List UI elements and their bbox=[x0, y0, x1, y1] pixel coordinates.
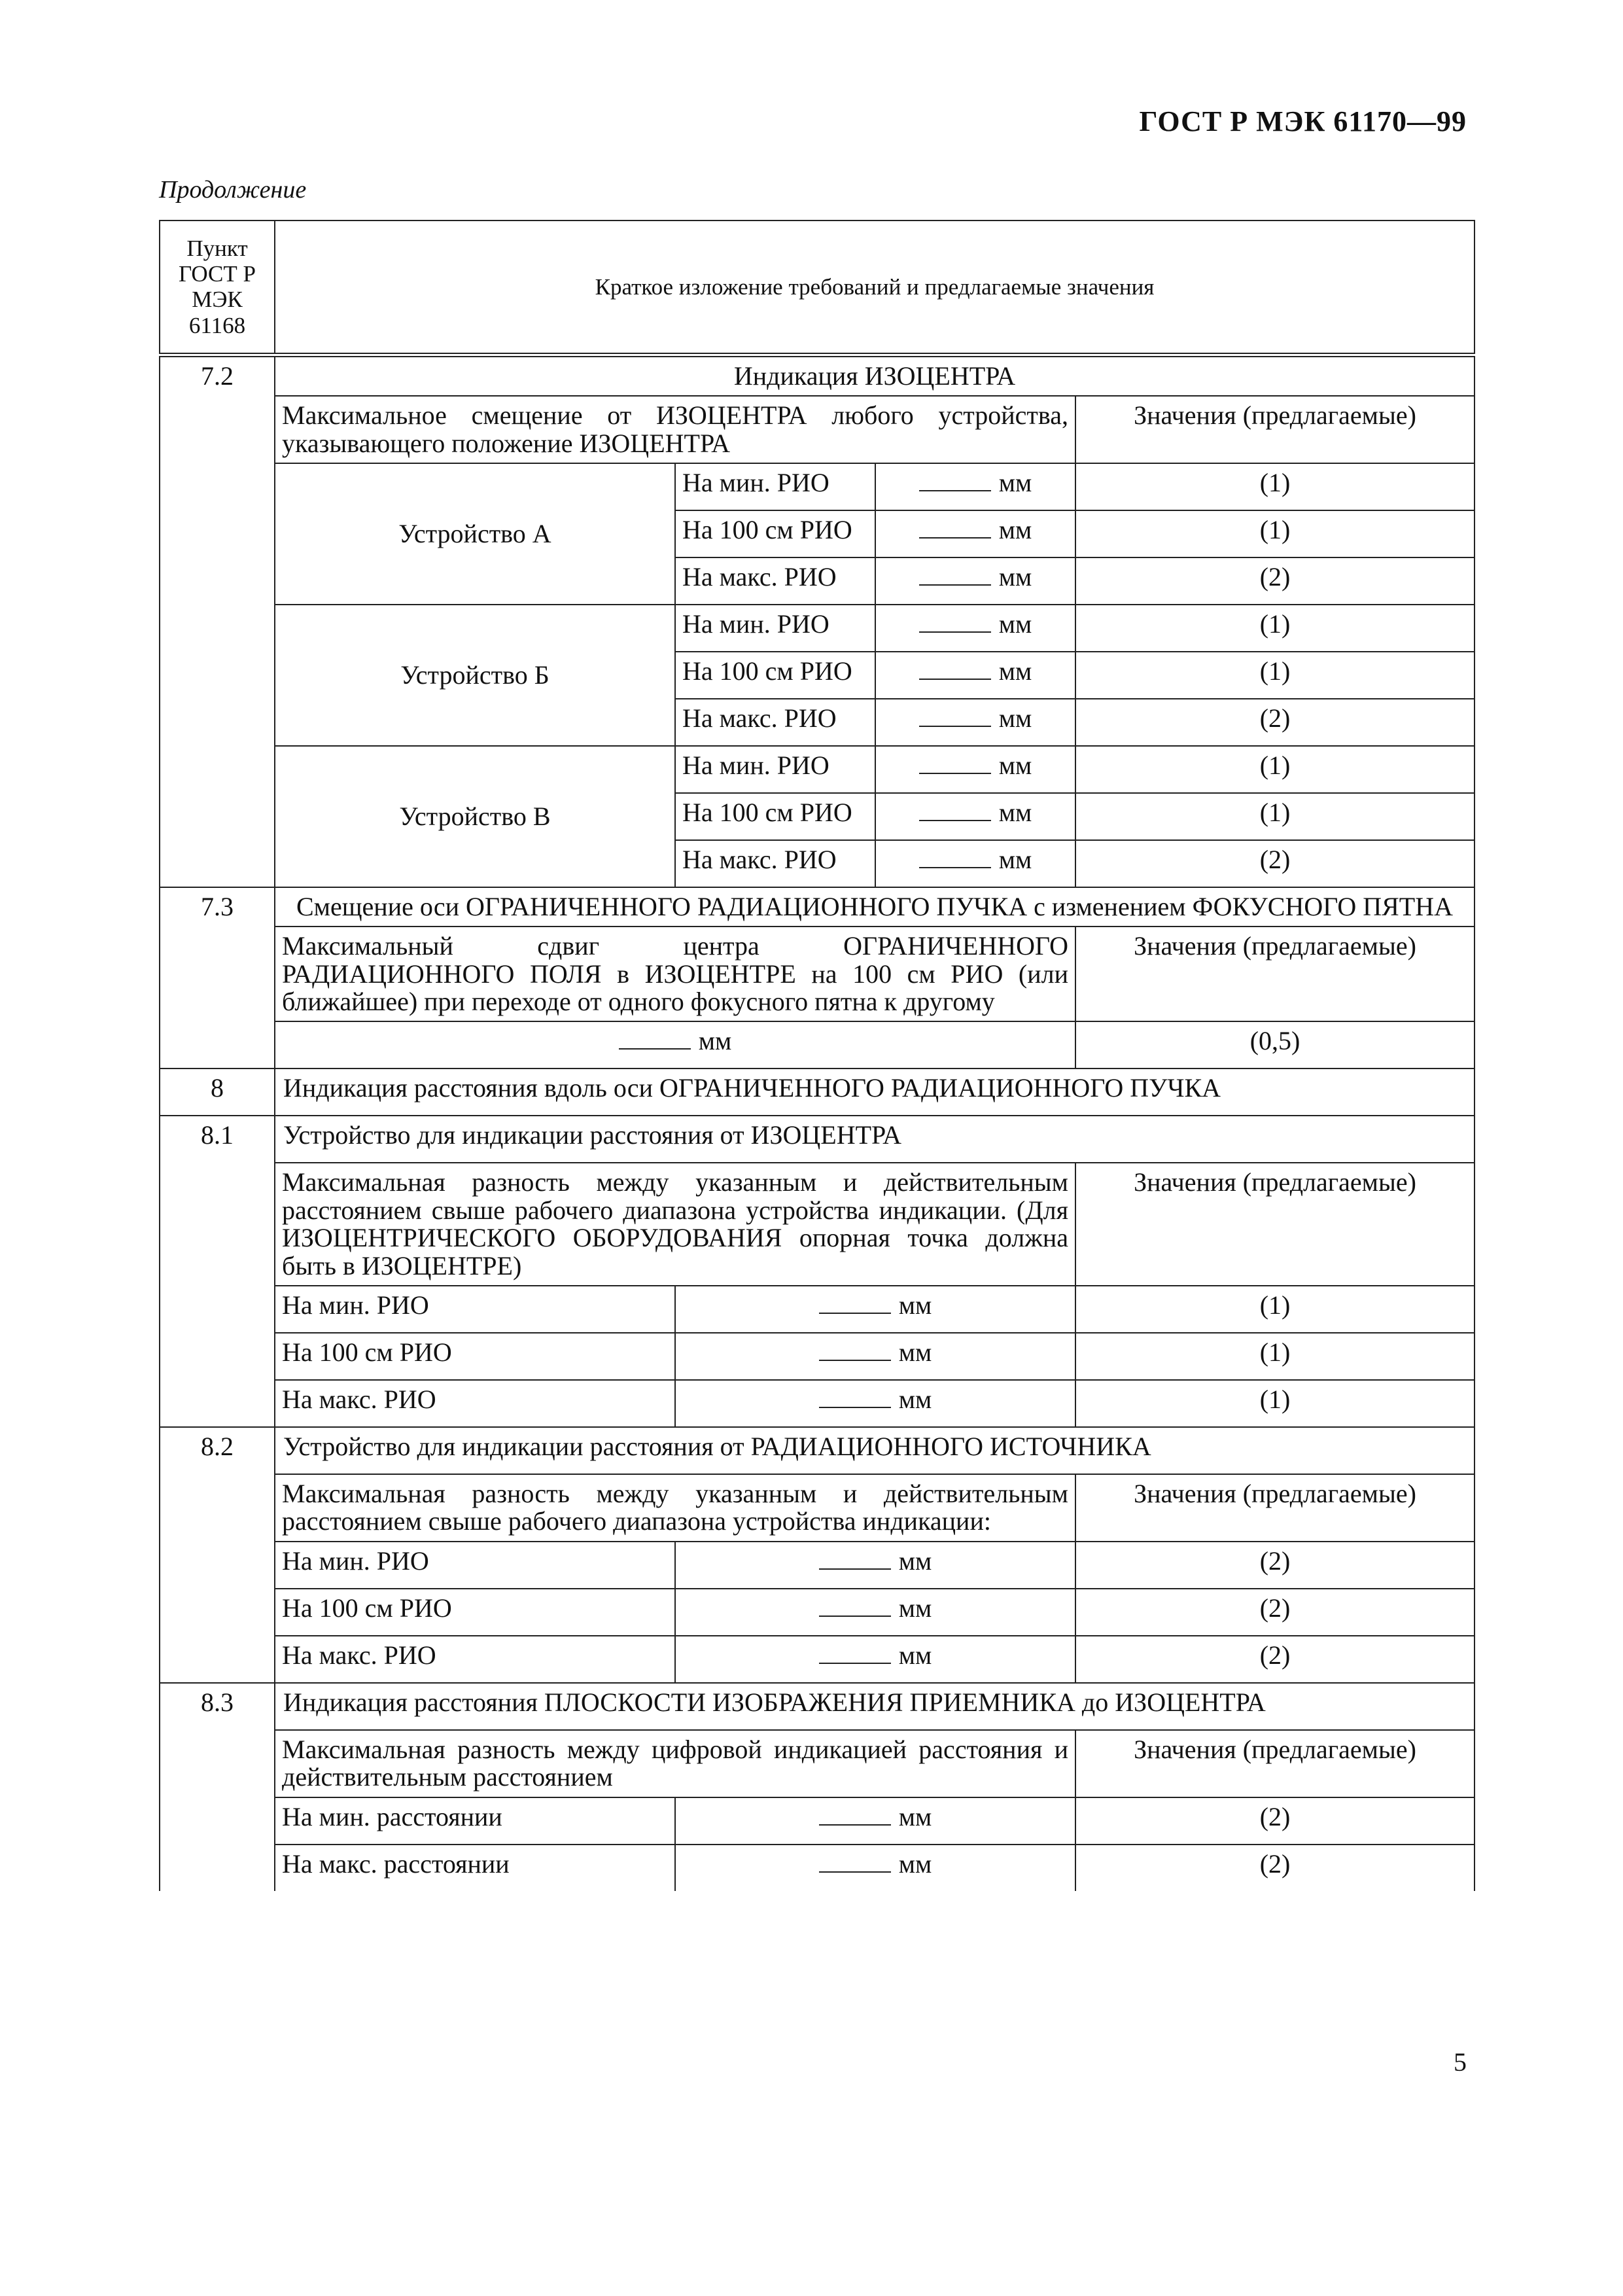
proposed-value: (2) bbox=[1075, 1797, 1475, 1845]
distance-label: На макс. расстоянии bbox=[275, 1845, 675, 1891]
values-header: Значения (предлагаемые) bbox=[1075, 1163, 1475, 1286]
measurement-cell bbox=[875, 699, 1075, 746]
proposed-value: (1) bbox=[1075, 793, 1475, 840]
table-row bbox=[160, 1380, 1475, 1427]
requirement-row bbox=[160, 927, 1475, 1021]
unit-label: мм bbox=[698, 1026, 732, 1056]
measurement-cell bbox=[675, 1333, 1075, 1380]
clause-number: 8 bbox=[160, 1069, 275, 1116]
table-row bbox=[160, 1845, 1475, 1891]
distance-label: На 100 см РИО bbox=[275, 1589, 675, 1636]
unit-label: мм bbox=[998, 514, 1032, 544]
distance-label: На 100 см РИО bbox=[275, 1333, 675, 1380]
table-header-row bbox=[160, 221, 1475, 355]
section-8-title-row bbox=[160, 1069, 1475, 1116]
header-clause: Пункт ГОСТ Р МЭК 61168 bbox=[160, 221, 275, 355]
blank-field[interactable] bbox=[819, 1809, 891, 1826]
blank-field[interactable] bbox=[819, 1391, 891, 1408]
section-8-1-title-row bbox=[160, 1116, 1475, 1163]
device-name: Устройство В bbox=[275, 746, 675, 887]
blank-field[interactable] bbox=[819, 1600, 891, 1617]
requirement-row bbox=[160, 1730, 1475, 1797]
table-row bbox=[160, 1286, 1475, 1333]
unit-label: мм bbox=[898, 1290, 932, 1320]
proposed-value: (1) bbox=[1075, 746, 1475, 793]
distance-label: На макс. РИО bbox=[675, 699, 875, 746]
table-row bbox=[160, 1333, 1475, 1380]
proposed-value: (2) bbox=[1075, 699, 1475, 746]
blank-field[interactable] bbox=[819, 1553, 891, 1570]
measurement-cell bbox=[275, 1021, 1075, 1069]
unit-label: мм bbox=[898, 1593, 932, 1623]
unit-label: мм bbox=[898, 1385, 932, 1415]
section-title: Смещение оси ОГРАНИЧЕННОГО РАДИАЦИОННОГО ПУЧКА с изменением ФОКУСНОГО ПЯТНА bbox=[275, 887, 1475, 927]
table-row bbox=[160, 746, 1475, 793]
proposed-value: (1) bbox=[1075, 605, 1475, 652]
distance-label: На 100 см РИО bbox=[675, 652, 875, 699]
section-title: Индикация расстояния вдоль оси ОГРАНИЧЕННОГО РАДИАЦИОННОГО ПУЧКА bbox=[275, 1069, 1475, 1116]
measurement-cell bbox=[875, 605, 1075, 652]
measurement-cell bbox=[875, 557, 1075, 605]
requirements-table bbox=[159, 220, 1475, 1891]
page-number: 5 bbox=[1454, 2047, 1467, 2077]
section-title: Индикация расстояния ПЛОСКОСТИ ИЗОБРАЖЕНИЯ ПРИЕМНИКА до ИЗОЦЕНТРА bbox=[275, 1683, 1475, 1730]
blank-field[interactable] bbox=[919, 616, 991, 633]
distance-label: На мин. расстоянии bbox=[275, 1797, 675, 1845]
clause-number: 8.2 bbox=[160, 1427, 275, 1683]
clause-number: 8.3 bbox=[160, 1683, 275, 1891]
device-name: Устройство А bbox=[275, 463, 675, 605]
unit-label: мм bbox=[898, 1848, 932, 1879]
values-header: Значения (предлагаемые) bbox=[1075, 396, 1475, 463]
unit-label: мм bbox=[998, 703, 1032, 733]
distance-label: На мин. РИО bbox=[675, 463, 875, 510]
section-title: Устройство для индикации расстояния от ИЗОЦЕНТРА bbox=[275, 1116, 1475, 1163]
clause-number: 7.3 bbox=[160, 887, 275, 1069]
table-row bbox=[160, 1636, 1475, 1683]
requirement-text: Максимальный сдвиг центра ОГРАНИЧЕННОГО РАДИАЦИОННОГО ПОЛЯ в ИЗОЦЕНТРЕ на 100 см РИО (или ближайшее) при переходе от одного фокусного пятна к другому bbox=[275, 927, 1075, 1021]
requirement-row bbox=[160, 1474, 1475, 1542]
measurement-cell bbox=[675, 1589, 1075, 1636]
proposed-value: (0,5) bbox=[1075, 1021, 1475, 1069]
unit-label: мм bbox=[898, 1337, 932, 1368]
distance-label: На 100 см РИО bbox=[675, 510, 875, 557]
section-title: Устройство для индикации расстояния от РАДИАЦИОННОГО ИСТОЧНИКА bbox=[275, 1427, 1475, 1474]
proposed-value: (1) bbox=[1075, 652, 1475, 699]
table-row bbox=[160, 605, 1475, 652]
requirement-text: Максимальная разность между цифровой индикацией расстояния и действительным расстоянием bbox=[275, 1730, 1075, 1797]
section-7-3-title-row bbox=[160, 887, 1475, 927]
measurement-cell bbox=[875, 510, 1075, 557]
blank-field[interactable] bbox=[919, 569, 991, 586]
continuation-label: Продолжение bbox=[159, 176, 307, 203]
values-header: Значения (предлагаемые) bbox=[1075, 1474, 1475, 1542]
table-row bbox=[160, 1021, 1475, 1069]
proposed-value: (2) bbox=[1075, 1845, 1475, 1891]
unit-label: мм bbox=[898, 1801, 932, 1831]
measurement-cell bbox=[875, 840, 1075, 887]
blank-field[interactable] bbox=[919, 710, 991, 727]
requirement-text: Максимальное смещение от ИЗОЦЕНТРА любого устройства, указывающего положение ИЗОЦЕНТРА bbox=[275, 396, 1075, 463]
proposed-value: (1) bbox=[1075, 1286, 1475, 1333]
table-row bbox=[160, 1589, 1475, 1636]
distance-label: На мин. РИО bbox=[675, 605, 875, 652]
unit-label: мм bbox=[998, 844, 1032, 874]
proposed-value: (2) bbox=[1075, 1589, 1475, 1636]
measurement-cell bbox=[675, 1286, 1075, 1333]
blank-field[interactable] bbox=[619, 1033, 691, 1050]
clause-number: 8.1 bbox=[160, 1116, 275, 1427]
blank-field[interactable] bbox=[819, 1856, 891, 1873]
clause-number: 7.2 bbox=[160, 355, 275, 887]
unit-label: мм bbox=[998, 797, 1032, 827]
distance-label: На макс. РИО bbox=[275, 1380, 675, 1427]
table-row bbox=[160, 1542, 1475, 1589]
distance-label: На макс. РИО bbox=[675, 557, 875, 605]
values-header: Значения (предлагаемые) bbox=[1075, 927, 1475, 1021]
measurement-cell bbox=[675, 1380, 1075, 1427]
measurement-cell bbox=[875, 793, 1075, 840]
unit-label: мм bbox=[998, 750, 1032, 780]
section-8-2-title-row bbox=[160, 1427, 1475, 1474]
unit-label: мм bbox=[998, 467, 1032, 497]
requirement-row bbox=[160, 1163, 1475, 1286]
table-row bbox=[160, 1797, 1475, 1845]
blank-field[interactable] bbox=[919, 474, 991, 491]
measurement-cell bbox=[875, 746, 1075, 793]
standard-code: ГОСТ Р МЭК 61170—99 bbox=[1139, 105, 1467, 137]
header-summary: Краткое изложение требований и предлагаемые значения bbox=[275, 221, 1475, 355]
distance-label: На макс. РИО bbox=[275, 1636, 675, 1683]
distance-label: На мин. РИО bbox=[275, 1542, 675, 1589]
section-8-3-title-row bbox=[160, 1683, 1475, 1730]
unit-label: мм bbox=[998, 656, 1032, 686]
blank-field[interactable] bbox=[919, 757, 991, 774]
unit-label: мм bbox=[898, 1640, 932, 1670]
measurement-cell bbox=[675, 1636, 1075, 1683]
proposed-value: (1) bbox=[1075, 510, 1475, 557]
distance-label: На 100 см РИО bbox=[675, 793, 875, 840]
section-title: Индикация ИЗОЦЕНТРА bbox=[275, 355, 1475, 396]
distance-label: На мин. РИО bbox=[675, 746, 875, 793]
blank-field[interactable] bbox=[919, 804, 991, 821]
measurement-cell bbox=[675, 1542, 1075, 1589]
blank-field[interactable] bbox=[919, 521, 991, 539]
blank-field[interactable] bbox=[819, 1344, 891, 1361]
proposed-value: (2) bbox=[1075, 557, 1475, 605]
unit-label: мм bbox=[998, 561, 1032, 592]
measurement-cell bbox=[875, 463, 1075, 510]
distance-label: На макс. РИО bbox=[675, 840, 875, 887]
proposed-value: (1) bbox=[1075, 1380, 1475, 1427]
proposed-value: (2) bbox=[1075, 840, 1475, 887]
blank-field[interactable] bbox=[919, 663, 991, 680]
proposed-value: (2) bbox=[1075, 1542, 1475, 1589]
proposed-value: (1) bbox=[1075, 1333, 1475, 1380]
requirement-row bbox=[160, 396, 1475, 463]
table-row bbox=[160, 463, 1475, 510]
blank-field[interactable] bbox=[819, 1297, 891, 1314]
values-header: Значения (предлагаемые) bbox=[1075, 1730, 1475, 1797]
measurement-cell bbox=[675, 1845, 1075, 1891]
requirement-text: Максимальная разность между указанным и действительным расстоянием свыше рабочего диапазона устройства индикации. (Для ИЗОЦЕНТРИЧЕСКОГО ОБОРУДОВАНИЯ опорная точка должна быть в ИЗОЦЕНТРЕ) bbox=[275, 1163, 1075, 1286]
unit-label: мм bbox=[898, 1545, 932, 1576]
proposed-value: (1) bbox=[1075, 463, 1475, 510]
blank-field[interactable] bbox=[919, 851, 991, 868]
requirement-text: Максимальная разность между указанным и действительным расстоянием свыше рабочего диапазона устройства индикации: bbox=[275, 1474, 1075, 1542]
measurement-cell bbox=[875, 652, 1075, 699]
measurement-cell bbox=[675, 1797, 1075, 1845]
unit-label: мм bbox=[998, 609, 1032, 639]
blank-field[interactable] bbox=[819, 1647, 891, 1664]
device-name: Устройство Б bbox=[275, 605, 675, 746]
section-7-2-title-row bbox=[160, 355, 1475, 396]
proposed-value: (2) bbox=[1075, 1636, 1475, 1683]
distance-label: На мин. РИО bbox=[275, 1286, 675, 1333]
